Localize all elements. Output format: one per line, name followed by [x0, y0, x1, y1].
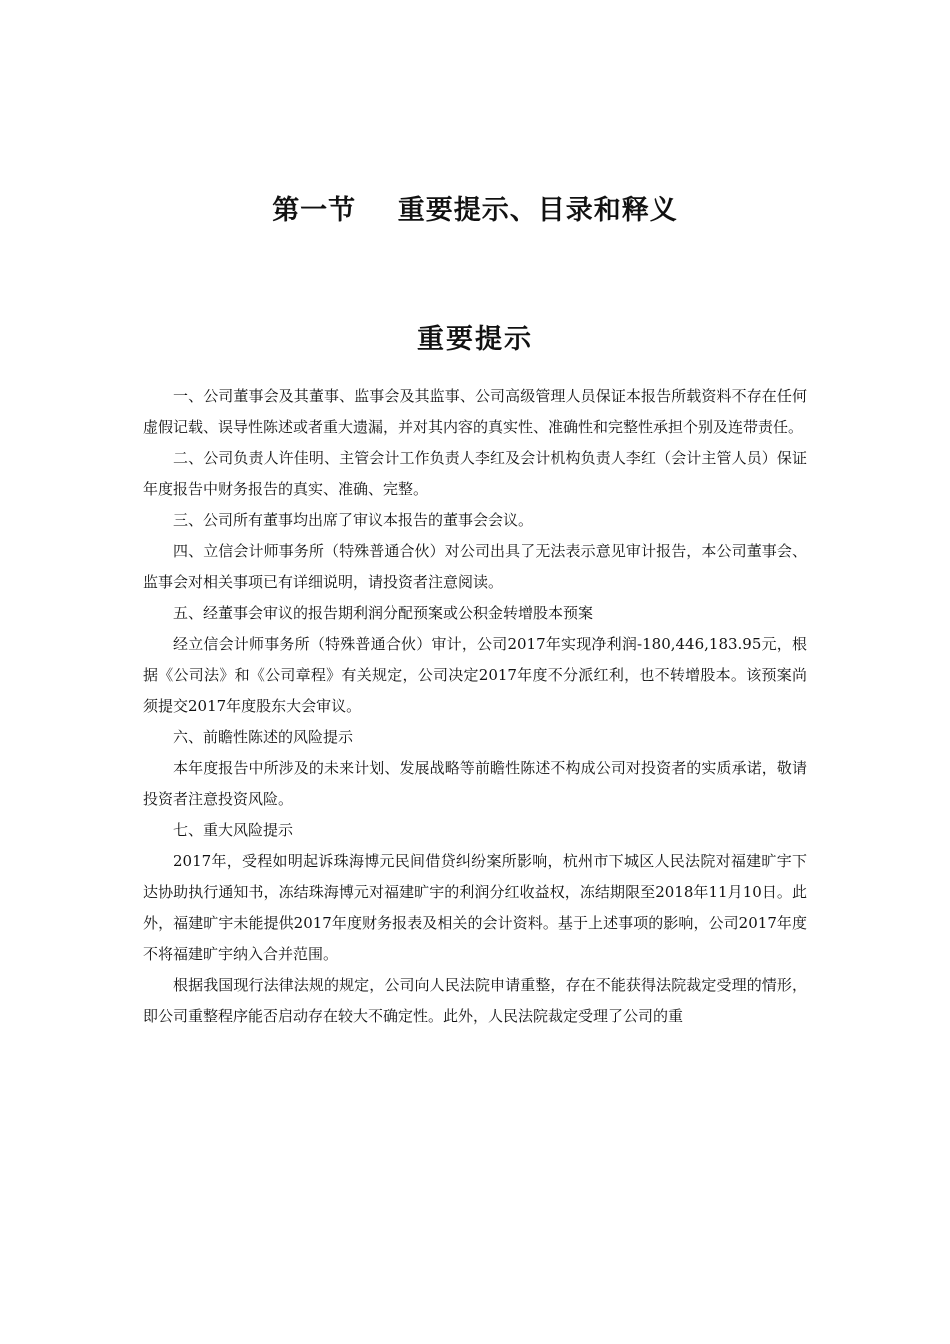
main-title: 重要提示: [417, 324, 533, 355]
paragraph-7-body-1: 2017年，受程如明起诉珠海博元民间借贷纠纷案所影响，杭州市下城区人民法院对福建旷宇下达协助执行通知书，冻结珠海博元对福建旷宇的利润分红收益权，冻结期限至2018年11月10日。此外，福建旷宇未能提供2017年度财务报表及相关的会计资料。基于上述事项的影响，公司2017年度不将福建旷宇纳入合并范围。: [143, 852, 807, 963]
body-text: [143, 381, 807, 1032]
section-title: 第一节 重要提示、目录和释义: [272, 195, 678, 226]
paragraph-1: 一、公司董事会及其董事、监事会及其监事、公司高级管理人员保证本报告所载资料不存在任何虚假记载、误导性陈述或者重大遗漏，并对其内容的真实性、准确性和完整性承担个别及连带责任。: [143, 387, 807, 436]
paragraph-4: 四、立信会计师事务所（特殊普通合伙）对公司出具了无法表示意见审计报告，本公司董事会、监事会对相关事项已有详细说明，请投资者注意阅读。: [143, 542, 807, 591]
paragraph-5-heading: 五、经董事会审议的报告期利润分配预案或公积金转增股本预案: [173, 604, 594, 622]
paragraph-2: 二、公司负责人许佳明、主管会计工作负责人李红及会计机构负责人李红（会计主管人员）保证年度报告中财务报告的真实、准确、完整。: [143, 449, 807, 498]
paragraph-7-heading: 七、重大风险提示: [173, 821, 294, 839]
paragraph-6-heading: 六、前瞻性陈述的风险提示: [173, 728, 354, 746]
paragraph-5-body: 经立信会计师事务所（特殊普通合伙）审计，公司2017年实现净利润-180,446,183.95元，根据《公司法》和《公司章程》有关规定，公司决定2017年度不分派红利，也不转增股本。该预案尚须提交2017年度股东大会审议。: [143, 635, 807, 715]
paragraph-3: 三、公司所有董事均出席了审议本报告的董事会会议。: [173, 511, 534, 529]
paragraph-7-body-2: 根据我国现行法律法规的规定，公司向人民法院申请重整，存在不能获得法院裁定受理的情形，即公司重整程序能否启动存在较大不确定性。此外，人民法院裁定受理了公司的重: [143, 976, 807, 1025]
paragraph-6-body: 本年度报告中所涉及的未来计划、发展战略等前瞻性陈述不构成公司对投资者的实质承诺，敬请投资者注意投资风险。: [143, 759, 807, 808]
